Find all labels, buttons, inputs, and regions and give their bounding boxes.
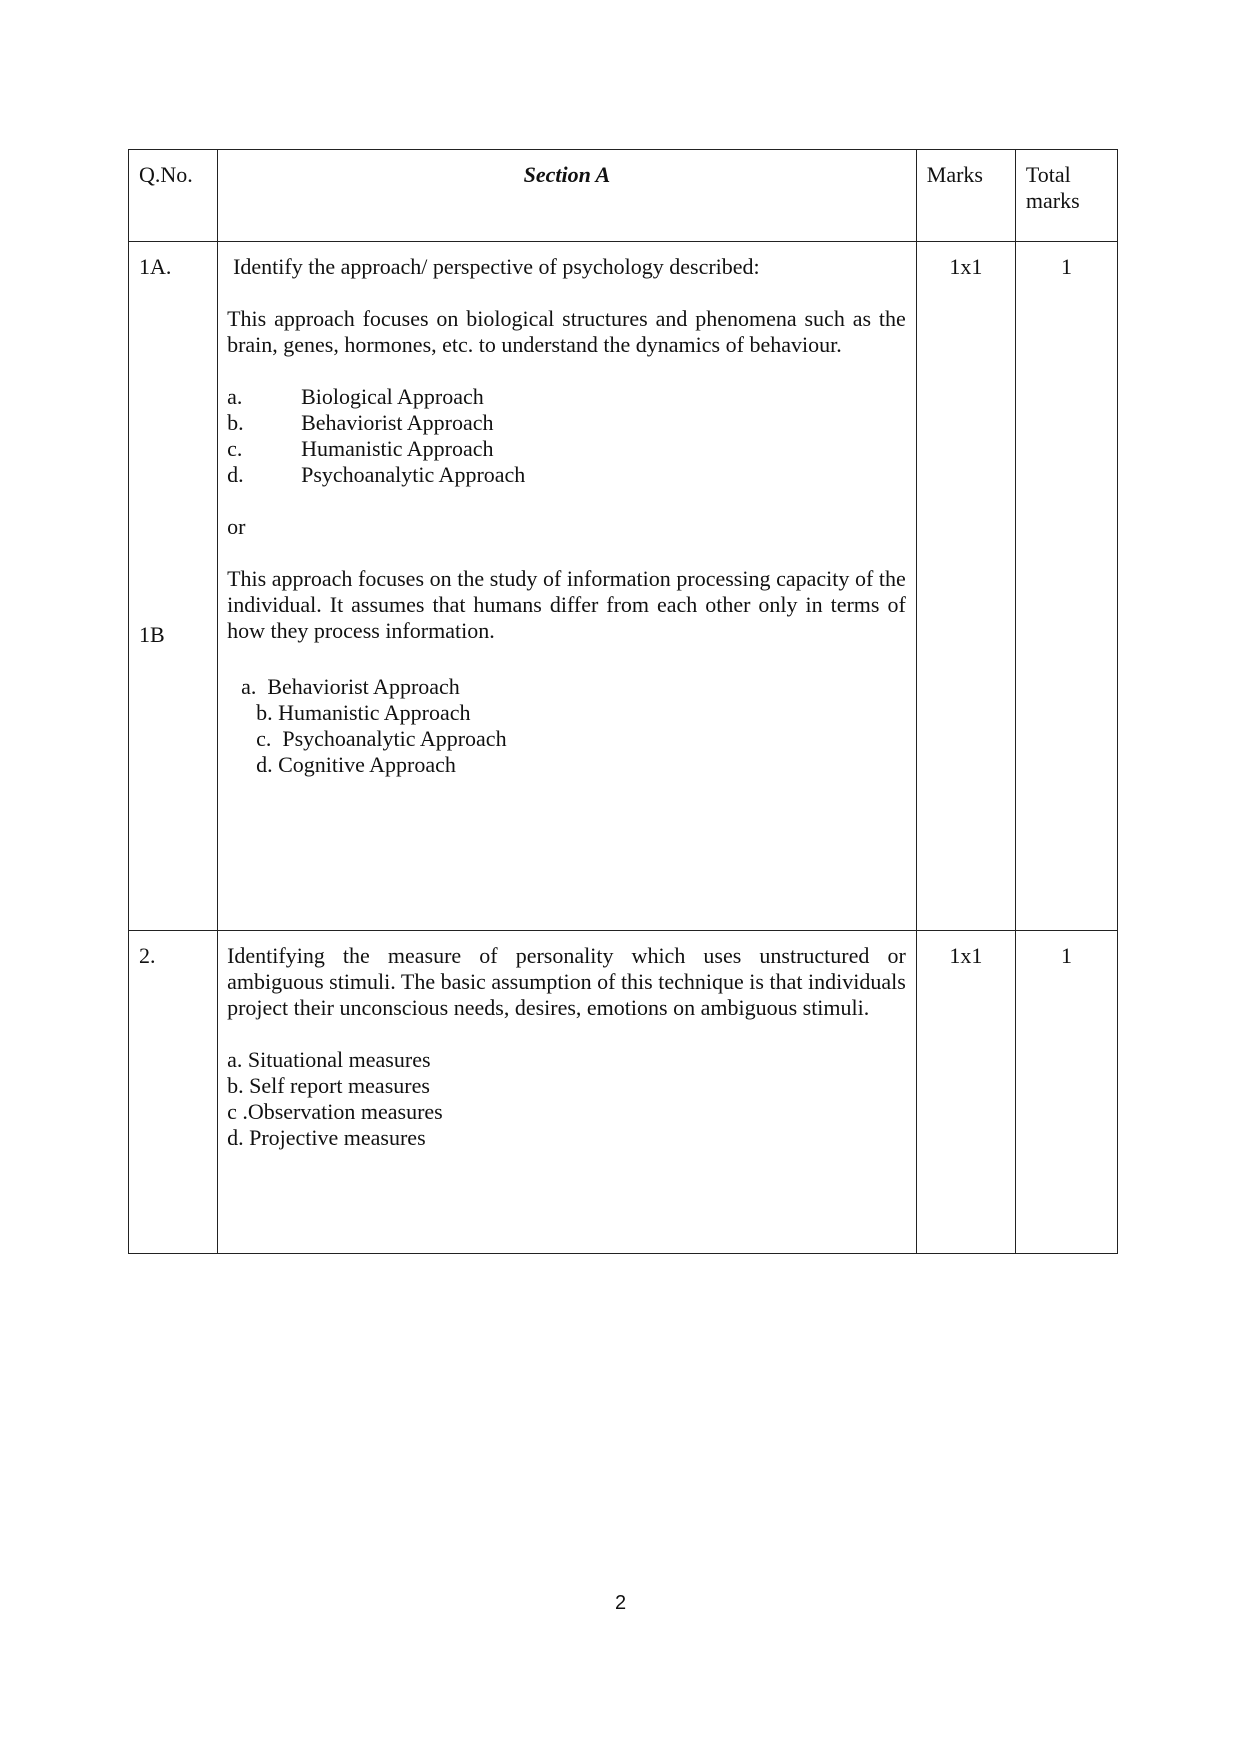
option-letter: c. — [227, 436, 243, 461]
header-total-marks — [1015, 150, 1117, 242]
option-text: Humanistic Approach — [301, 436, 494, 461]
or-separator: or — [227, 514, 246, 539]
question-number: 2. — [139, 943, 156, 968]
question-stem: Identifying the measure of personality which uses unstructured or ambiguous stimuli. The basic assumption of this technique is that individuals project their unconscious needs, desires, emotions on ambiguous stimuli. — [227, 943, 906, 1020]
list-item — [227, 674, 906, 700]
table-row — [129, 931, 1118, 1254]
question-stem-a: This approach focuses on biological structures and phenomena such as the brain, genes, hormones, etc. to understand the dynamics of behaviour. — [227, 306, 906, 357]
list-item: c .Observation measures — [227, 1099, 443, 1124]
marks-cell: 1x1 — [916, 242, 1015, 931]
list-item — [227, 752, 906, 778]
marking-scheme-table — [128, 149, 1118, 1254]
list-item — [227, 410, 906, 436]
option-letter: d. — [227, 462, 244, 487]
header-qno: Q.No. — [129, 150, 218, 242]
option-letter: a. — [241, 674, 257, 699]
option-text: Behaviorist Approach — [301, 410, 494, 435]
question-content-cell — [218, 242, 917, 931]
options-list — [227, 1047, 906, 1151]
list-item: b. Self report measures — [227, 1073, 430, 1098]
option-text: Psychoanalytic Approach — [282, 726, 507, 751]
option-text: Behaviorist Approach — [267, 674, 460, 699]
question-number-cell — [129, 242, 218, 931]
header-total-line1: Total — [1025, 162, 1071, 187]
options-list-a — [227, 384, 906, 488]
option-letter: a. — [227, 384, 243, 409]
list-item: a. Situational measures — [227, 1047, 431, 1072]
option-letter: b. — [256, 700, 273, 725]
question-stem-b: This approach focuses on the study of information processing capacity of the individual. It assumes that humans differ from each other only in terms of how they process information. — [227, 566, 906, 643]
option-text: Cognitive Approach — [278, 752, 456, 777]
question-number-cell — [129, 931, 218, 1254]
option-letter: d. — [256, 752, 273, 777]
header-total-line2: marks — [1025, 188, 1080, 213]
option-letter: c. — [256, 726, 272, 751]
list-item — [227, 384, 906, 410]
list-item — [227, 436, 906, 462]
list-item — [227, 726, 906, 752]
option-letter: b. — [227, 410, 244, 435]
marks-cell: 1x1 — [916, 931, 1015, 1254]
list-item — [227, 700, 906, 726]
page-number: 2 — [614, 1592, 627, 1614]
question-instruction: Identify the approach/ perspective of psychology described: — [233, 254, 760, 279]
table-row — [129, 242, 1118, 931]
total-marks-cell: 1 — [1015, 242, 1117, 931]
question-number-alt: 1B — [139, 622, 165, 647]
option-text: Psychoanalytic Approach — [301, 462, 526, 487]
option-text: Humanistic Approach — [278, 700, 471, 725]
option-text: Biological Approach — [301, 384, 484, 409]
list-item — [227, 462, 906, 488]
list-item: d. Projective measures — [227, 1125, 426, 1150]
total-marks-cell: 1 — [1015, 931, 1117, 1254]
header-marks: Marks — [916, 150, 1015, 242]
header-section: Section A — [218, 150, 917, 242]
table-header-row — [129, 150, 1118, 242]
question-content-cell — [218, 931, 917, 1254]
options-list-b — [227, 674, 906, 778]
question-number: 1A. — [139, 254, 172, 279]
